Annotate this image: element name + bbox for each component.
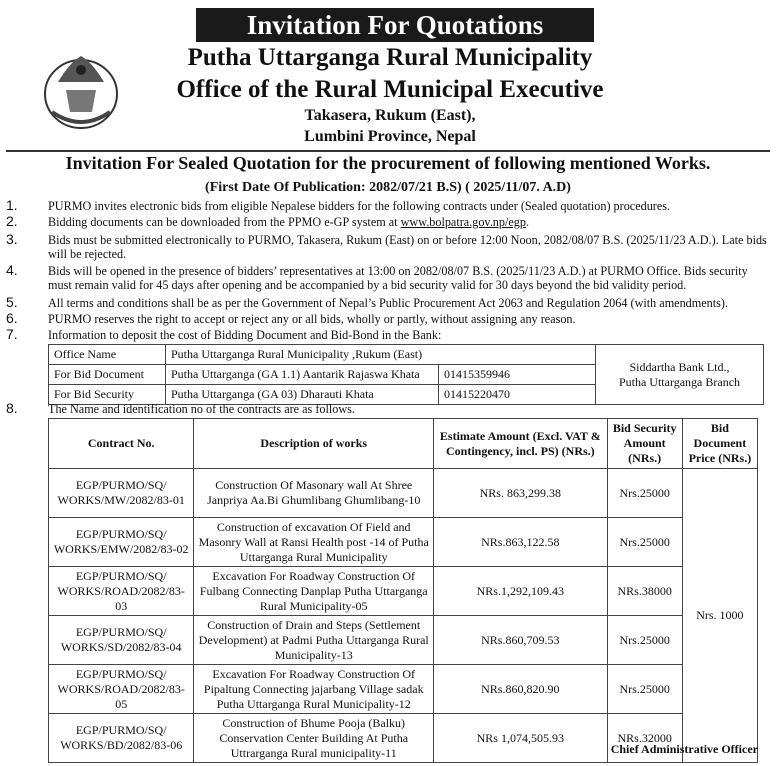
estimate-amount: NRs.863,122.58 — [434, 518, 607, 567]
publication-date: (First Date Of Publication: 2082/07/21 B.S) ( 2025/11/07. A.D) — [205, 180, 571, 195]
table-cell: Putha Uttarganga (GA 03) Dharauti Khata — [166, 385, 439, 405]
contract-no: EGP/PURMO/SQ/ WORKS/ROAD/2082/83-05 — [49, 665, 194, 714]
table-cell: 01415220470 — [439, 385, 596, 405]
column-header: Description of works — [194, 419, 434, 469]
address-line-2: Lumbini Province, Nepal — [304, 128, 476, 145]
signature-title: Chief Administrative Officer — [610, 742, 758, 756]
contract-no: EGP/PURMO/SQ/ WORKS/BD/2082/83-06 — [49, 714, 194, 763]
work-description: Excavation For Roadway Construction Of Fulbang Connecting Danplap Putha Uttarganga Rural Municipality-05 — [194, 567, 434, 616]
contract-no: EGP/PURMO/SQ/ WORKS/MW/2082/83-01 — [49, 469, 194, 518]
table-cell: 01415359946 — [439, 365, 596, 385]
bid-security: Nrs.25000 — [607, 469, 682, 518]
estimate-amount: NRs.1,292,109.43 — [434, 567, 607, 616]
table-row — [49, 665, 758, 714]
table-cell: For Bid Security — [49, 385, 166, 405]
column-header: Bid Document Price (NRs.) — [682, 419, 757, 469]
column-header: Contract No. — [49, 419, 194, 469]
divider — [6, 150, 770, 152]
work-description: Construction of Bhume Pooja (Balku) Conservation Center Building At Putha Uttrarganga Rural municipality-11 — [194, 714, 434, 763]
table-cell: Office Name — [49, 345, 166, 365]
bank-name-cell: Siddartha Bank Ltd., Putha Uttarganga Branch — [596, 345, 764, 405]
table-cell: Putha Uttarganga Rural Municipality ,Rukum (East) — [166, 345, 596, 365]
column-header: Bid Security Amount (NRs.) — [607, 419, 682, 469]
bid-security: Nrs.25000 — [607, 616, 682, 665]
address-line-1: Takasera, Rukum (East), — [304, 107, 476, 124]
table-header-row — [49, 419, 758, 469]
bid-security: NRs.32000 — [607, 714, 682, 763]
estimate-amount: NRs.860,709.53 — [434, 616, 607, 665]
page-banner: Invitation For Quotations — [196, 8, 594, 42]
notice-subtitle: Invitation For Sealed Quotation for the procurement of following mentioned Works. — [65, 153, 711, 173]
column-header: Estimate Amount (Excl. VAT & Contingency, incl. PS) (NRs.) — [434, 419, 607, 469]
table-row — [49, 345, 764, 365]
estimate-amount: NRs. 863,299.38 — [434, 469, 607, 518]
estimate-amount: NRs 1,074,505.93 — [434, 714, 607, 763]
government-emblem-icon — [40, 42, 122, 132]
table-cell: For Bid Document — [49, 365, 166, 385]
work-description: Construction Of Masonary wall At Shree Janpriya Aa.Bi Ghumlibang Ghumlibang-10 — [194, 469, 434, 518]
bank-info-table — [48, 344, 764, 405]
estimate-amount: NRs.860,820.90 — [434, 665, 607, 714]
table-row — [49, 567, 758, 616]
contract-no: EGP/PURMO/SQ/ WORKS/SD/2082/83-04 — [49, 616, 194, 665]
municipality-name: Putha Uttarganga Rural Municipality — [187, 44, 593, 71]
contracts-table — [48, 418, 758, 763]
table-row — [49, 616, 758, 665]
office-name: Office of the Rural Municipal Executive — [176, 76, 604, 103]
table-row — [49, 518, 758, 567]
work-description: Excavation For Roadway Construction Of Pipaltung Connecting jajarbang Village sadak Putha Uttarganga Rural Municipality-12 — [194, 665, 434, 714]
bid-security: Nrs.25000 — [607, 518, 682, 567]
doc-price: Nrs. 1000 — [682, 469, 757, 763]
contract-no: EGP/PURMO/SQ/ WORKS/EMW/2082/83-02 — [49, 518, 194, 567]
table-row — [49, 469, 758, 518]
contract-no: EGP/PURMO/SQ/ WORKS/ROAD/2082/83-03 — [49, 567, 194, 616]
bid-security: Nrs.25000 — [607, 665, 682, 714]
bid-security: NRs.38000 — [607, 567, 682, 616]
table-cell: Putha Uttarganga (GA 1.1) Aantarik Rajaswa Khata — [166, 365, 439, 385]
egp-link[interactable]: www.bolpatra.gov.np/egp — [400, 215, 526, 229]
work-description: Construction of Drain and Steps (Settlement Development) at Padmi Putha Uttarganga Rural Municipality-13 — [194, 616, 434, 665]
work-description: Construction of excavation Of Field and Masonry Wall at Ransi Health post -14 of Putha Uttarganga Rural Municipality — [194, 518, 434, 567]
